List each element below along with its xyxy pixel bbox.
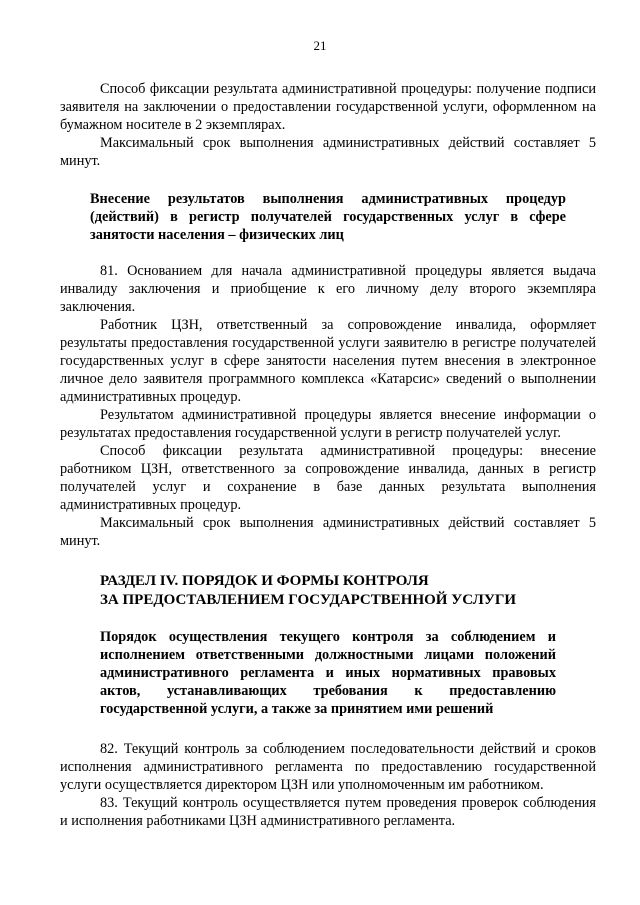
page-body <box>60 80 596 830</box>
paragraph-fixation-method-2: Способ фиксации результата административной процедуры: внесение работником ЦЗН, ответственного за сопровождение инвалида, данных в регистр получателей услуг и сохранение в базе данных результата выполнения административных процедур. <box>60 443 596 513</box>
section-heading-line-2: ЗА ПРЕДОСТАВЛЕНИЕМ ГОСУДАРСТВЕННОЙ УСЛУГИ <box>100 592 517 608</box>
paragraph-83: 83. Текущий контроль осуществляется путем проведения проверок соблюдения и исполнения работниками ЦЗН административного регламента. <box>60 795 596 829</box>
paragraph-max-time-2: Максимальный срок выполнения административных действий составляет 5 минут. <box>60 515 596 549</box>
section-heading <box>60 572 596 610</box>
section-heading-line-1: РАЗДЕЛ IV. ПОРЯДОК И ФОРМЫ КОНТРОЛЯ <box>100 573 429 589</box>
subheading-control-text: Порядок осуществления текущего контроля за соблюдением и исполнением ответственными должностными лицами положений административного регламента и иных нормативных правовых актов, устанавливающих требования к предоставлению государственной услуги, а также за принятием ими решений <box>100 629 556 717</box>
paragraph-82: 82. Текущий контроль за соблюдением последовательности действий и сроков исполнения административного регламента по предоставлению государственной услуги осуществляется директором ЦЗН или уполномоченным им работником. <box>60 741 596 793</box>
subheading-current-control <box>60 628 596 718</box>
subheading-text: Внесение результатов выполнения административных процедур (действий) в регистр получателей государственных услуг в сфере занятости населения – физических лиц <box>90 191 566 243</box>
paragraph-fixation-method: Способ фиксации результата административной процедуры: получение подписи заявителя на заключении о предоставлении государственной услуги, оформленном на бумажном носителе в 2 экземплярах. <box>60 81 596 133</box>
paragraph-81: 81. Основанием для начала административной процедуры является выдача инвалиду заключения и приобщение к его личному делу второго экземпляра заключения. <box>60 263 596 315</box>
page-number: 21 <box>313 38 327 53</box>
paragraph-czn-worker: Работник ЦЗН, ответственный за сопровождение инвалида, оформляет результаты предоставления государственной услуги заявителю в регистре получателей государственных услуг в сфере занятости населения путем внесения в электронное личное дело заявителя программного комплекса «Катарсис» сведений о выполнении административных процедур. <box>60 317 596 405</box>
paragraph-result: Результатом административной процедуры является внесение информации о результатах предоставления государственной услуги в регистр получателей услуг. <box>60 407 596 441</box>
subheading-register-entry <box>60 190 596 244</box>
paragraph-max-time: Максимальный срок выполнения административных действий составляет 5 минут. <box>60 135 596 169</box>
